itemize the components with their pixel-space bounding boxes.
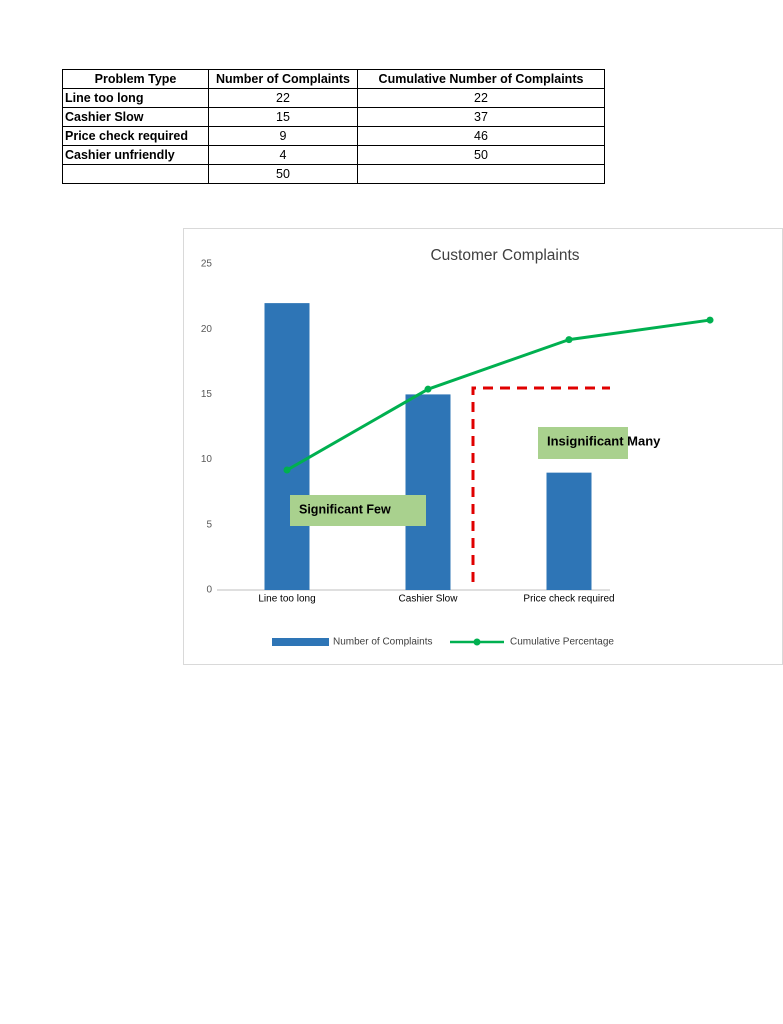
annotation-significant-label: Significant Few [299,502,391,517]
cell-problem-type: Cashier Slow [63,108,209,127]
y-axis [201,259,213,596]
cell-cumulative: 37 [358,108,605,127]
legend-line-marker [474,639,481,646]
x-axis-labels [258,594,614,605]
legend-bar-label: Number of Complaints [333,636,433,648]
x-tick-label: Cashier Slow [398,593,458,605]
bar [547,473,592,590]
bar [265,303,310,590]
cell-count: 9 [209,127,358,146]
cumulative-point [707,317,714,324]
bar [406,394,451,590]
annotation-insignificant-label: Insignificant Many [547,433,661,449]
y-tick-label: 10 [200,454,212,466]
cell-cumulative: 22 [358,89,605,108]
cell-count: 4 [209,146,358,165]
cell-cumulative: 46 [358,127,605,146]
y-tick-label: 25 [200,258,212,270]
x-tick-label: Line too long [258,593,316,605]
cell-problem-type: Cashier unfriendly [63,146,209,165]
cell-cumulative: 50 [358,146,605,165]
x-tick-label: Price check required [523,593,615,605]
cell-problem-type: Price check required [63,127,209,146]
y-tick-label: 15 [200,389,212,401]
legend-line-label: Cumulative Percentage [510,636,614,648]
legend-bar-swatch [272,638,329,646]
chart-legend [272,637,614,648]
cumulative-point [425,386,432,393]
chart-title: Customer Complaints [430,247,580,264]
cell-count: 22 [209,89,358,108]
y-tick-label: 20 [200,323,212,335]
cell-problem-type: Line too long [63,89,209,108]
header-cumulative-complaints: Cumulative Number of Complaints [358,70,605,89]
header-number-of-complaints: Number of Complaints [209,70,358,89]
annotation-significant-few [290,495,426,526]
y-tick-label: 5 [206,519,212,531]
cumulative-point [566,336,573,343]
cell-count: 15 [209,108,358,127]
cell-total-count: 50 [209,165,358,184]
y-tick-label: 0 [206,584,212,596]
cumulative-point [284,467,291,474]
header-problem-type: Problem Type [63,70,209,89]
